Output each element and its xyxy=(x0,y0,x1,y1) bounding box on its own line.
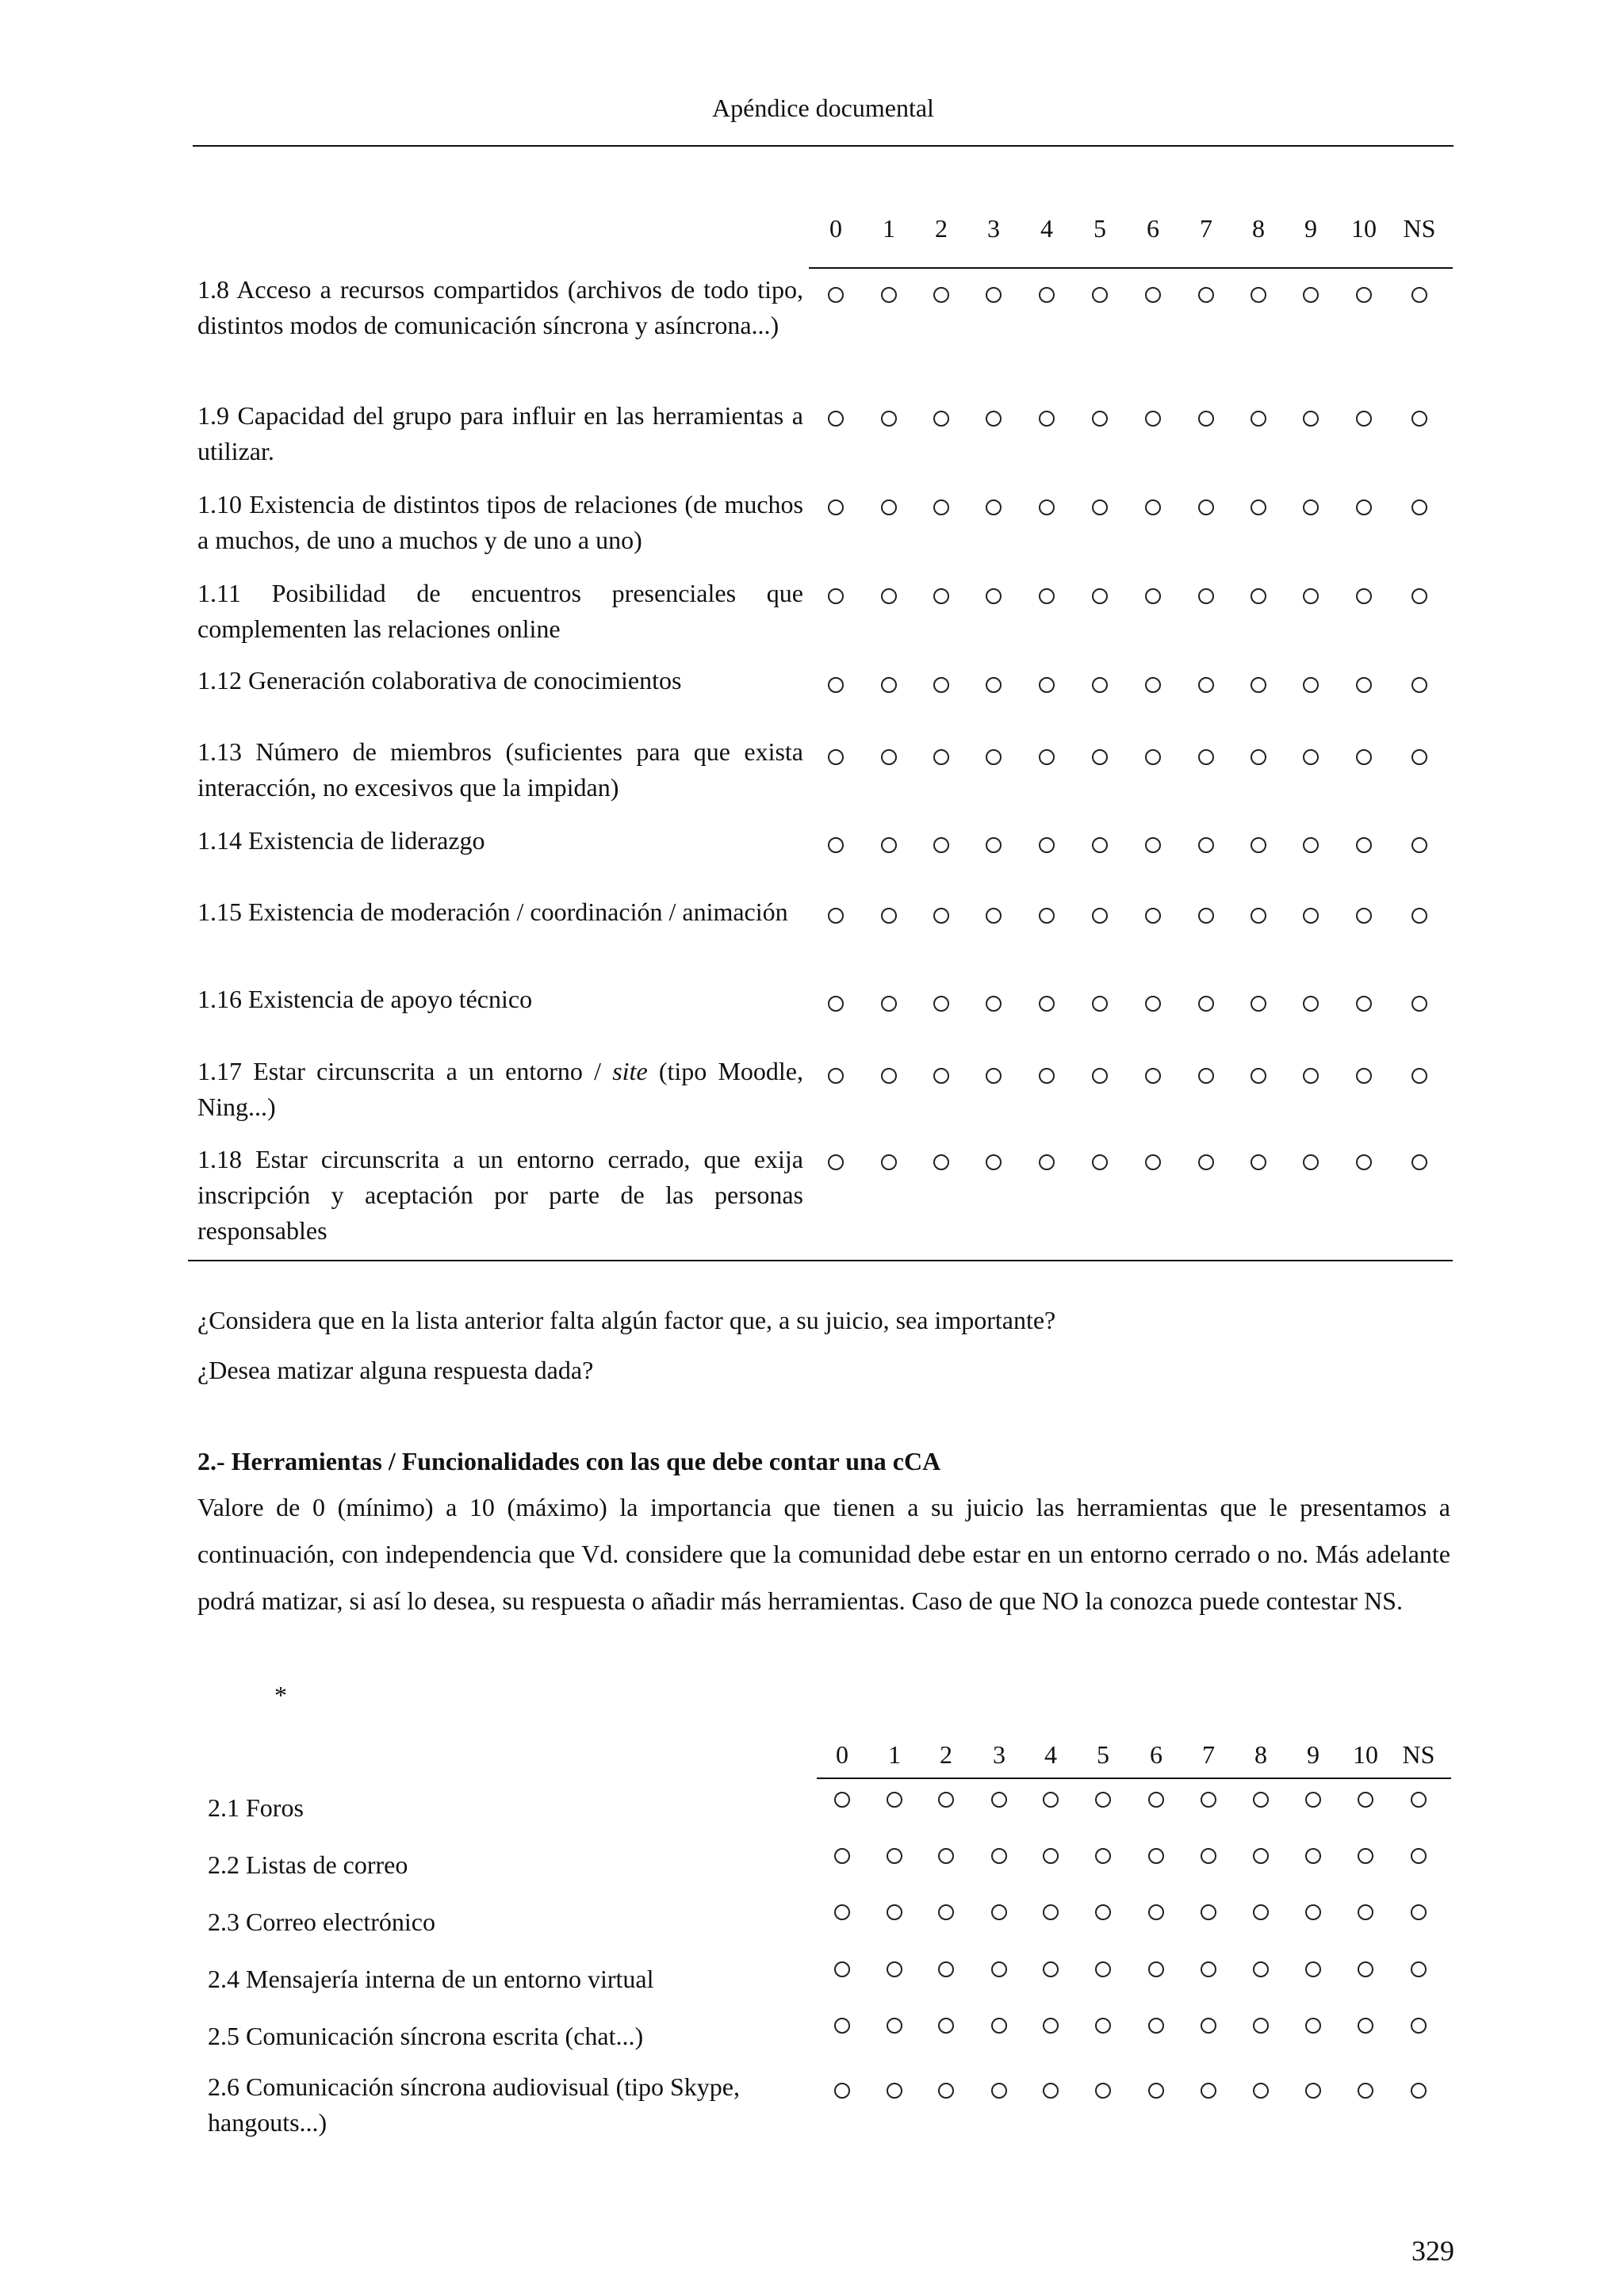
table1-row-label xyxy=(197,982,803,1017)
rating-radio[interactable] xyxy=(933,837,949,853)
rating-radio[interactable] xyxy=(1411,908,1427,924)
rating-radio[interactable] xyxy=(1148,1848,1164,1864)
table2-scale-label: 0 xyxy=(836,1740,848,1769)
rating-radio[interactable] xyxy=(1039,1068,1055,1084)
rating-radio[interactable] xyxy=(1411,1904,1427,1920)
rating-radio[interactable] xyxy=(1201,1792,1216,1808)
rating-radio[interactable] xyxy=(1145,837,1161,853)
rating-radio[interactable] xyxy=(1411,677,1427,693)
table2-scale-label: 6 xyxy=(1150,1740,1162,1769)
label-fragment: 1.12 Generación colaborativa de conocimientos xyxy=(197,666,682,695)
rating-radio[interactable] xyxy=(1251,411,1266,427)
rating-radio[interactable] xyxy=(1092,908,1108,924)
rating-radio[interactable] xyxy=(834,1961,850,1977)
rating-radio[interactable] xyxy=(1356,908,1372,924)
rating-radio[interactable] xyxy=(887,1792,902,1808)
table1-row-label xyxy=(197,1054,803,1125)
rating-radio[interactable] xyxy=(1198,837,1214,853)
rating-radio[interactable] xyxy=(1092,677,1108,693)
rating-radio[interactable] xyxy=(1039,749,1055,765)
rating-radio[interactable] xyxy=(887,2018,902,2034)
table2-scale-label: 4 xyxy=(1044,1740,1057,1769)
rating-radio[interactable] xyxy=(1411,588,1427,604)
rating-radio[interactable] xyxy=(1303,411,1319,427)
rating-radio[interactable] xyxy=(1411,1154,1427,1170)
rating-radio[interactable] xyxy=(1092,588,1108,604)
rating-radio[interactable] xyxy=(834,2018,850,2034)
table1-row xyxy=(197,894,803,930)
rating-radio[interactable] xyxy=(1253,1792,1269,1808)
rating-radio[interactable] xyxy=(1251,677,1266,693)
rating-radio[interactable] xyxy=(881,1068,897,1084)
rating-radio[interactable] xyxy=(986,588,1002,604)
rating-radio[interactable] xyxy=(1145,411,1161,427)
rating-radio[interactable] xyxy=(1411,2018,1427,2034)
rating-radio[interactable] xyxy=(1253,1904,1269,1920)
rating-radio[interactable] xyxy=(1253,2083,1269,2099)
table1-row-label xyxy=(197,487,803,558)
rating-radio[interactable] xyxy=(933,1068,949,1084)
table2-scale-label: 7 xyxy=(1202,1740,1215,1769)
table2-scale-label: 8 xyxy=(1254,1740,1267,1769)
rating-radio[interactable] xyxy=(1411,837,1427,853)
label-fragment: 1.14 Existencia de liderazgo xyxy=(197,826,485,855)
table2-scale-label: 2 xyxy=(940,1740,952,1769)
rating-radio[interactable] xyxy=(1303,499,1319,515)
rating-radio[interactable] xyxy=(1039,908,1055,924)
rating-radio[interactable] xyxy=(1148,1904,1164,1920)
rating-radio[interactable] xyxy=(938,1792,954,1808)
rating-radio[interactable] xyxy=(1411,1792,1427,1808)
rating-radio[interactable] xyxy=(1305,1904,1321,1920)
rating-radio[interactable] xyxy=(1095,1961,1111,1977)
table1-scale-label: 2 xyxy=(935,214,948,243)
rating-radio[interactable] xyxy=(828,1068,844,1084)
rating-radio[interactable] xyxy=(828,908,844,924)
label-fragment: 1.16 Existencia de apoyo técnico xyxy=(197,985,533,1013)
table2-scale-label: 3 xyxy=(993,1740,1005,1769)
label-fragment: 1.11 Posibilidad de encuentros presenciales que complementen las relaciones online xyxy=(197,579,803,643)
rating-radio[interactable] xyxy=(938,2083,954,2099)
rating-radio[interactable] xyxy=(1198,677,1214,693)
rating-radio[interactable] xyxy=(1251,1068,1266,1084)
rating-radio[interactable] xyxy=(1145,677,1161,693)
table1-scale-label: 10 xyxy=(1351,214,1377,243)
rating-radio[interactable] xyxy=(1358,1792,1373,1808)
rating-radio[interactable] xyxy=(986,749,1002,765)
rating-radio[interactable] xyxy=(1201,1961,1216,1977)
rating-radio[interactable] xyxy=(1043,1792,1059,1808)
rating-radio[interactable] xyxy=(828,411,844,427)
rating-radio[interactable] xyxy=(1253,1848,1269,1864)
rating-radio[interactable] xyxy=(933,499,949,515)
table1-row xyxy=(197,663,803,698)
table1-row-label xyxy=(197,823,803,859)
rating-radio[interactable] xyxy=(986,996,1002,1012)
label-fragment: 1.17 Estar circunscrita a un entorno / xyxy=(197,1057,613,1085)
rating-radio[interactable] xyxy=(991,1961,1007,1977)
table1-row xyxy=(197,487,803,558)
table1-header-rule xyxy=(809,267,1453,269)
page-number: 329 xyxy=(1411,2235,1454,2267)
rating-radio[interactable] xyxy=(828,996,844,1012)
rating-radio[interactable] xyxy=(1198,996,1214,1012)
rating-radio[interactable] xyxy=(1095,1792,1111,1808)
table2-row-label: 2.4 Mensajería interna de un entorno virtual xyxy=(208,1965,654,1993)
label-fragment: (tipo Moodle, Ning...) xyxy=(197,1057,804,1121)
rating-radio[interactable] xyxy=(1356,411,1372,427)
rating-radio[interactable] xyxy=(1039,287,1055,303)
rating-radio[interactable] xyxy=(1305,1792,1321,1808)
rating-radio[interactable] xyxy=(1198,1068,1214,1084)
table1-row xyxy=(197,734,803,806)
rating-radio[interactable] xyxy=(887,1961,902,1977)
page-header: Apéndice documental xyxy=(712,94,934,122)
rating-radio[interactable] xyxy=(881,749,897,765)
rating-radio[interactable] xyxy=(1305,1961,1321,1977)
rating-radio[interactable] xyxy=(1411,2083,1427,2099)
rating-radio[interactable] xyxy=(1198,411,1214,427)
rating-radio[interactable] xyxy=(881,287,897,303)
rating-radio[interactable] xyxy=(1251,499,1266,515)
rating-radio[interactable] xyxy=(1145,996,1161,1012)
question-refine-answer: ¿Desea matizar alguna respuesta dada? xyxy=(197,1356,594,1384)
rating-radio[interactable] xyxy=(991,1848,1007,1864)
rating-radio[interactable] xyxy=(1095,2083,1111,2099)
rating-radio[interactable] xyxy=(1148,2083,1164,2099)
rating-radio[interactable] xyxy=(938,2018,954,2034)
rating-radio[interactable] xyxy=(933,749,949,765)
rating-radio[interactable] xyxy=(887,1904,902,1920)
rating-radio[interactable] xyxy=(1043,2083,1059,2099)
rating-radio[interactable] xyxy=(1092,411,1108,427)
rating-radio[interactable] xyxy=(1303,996,1319,1012)
rating-radio[interactable] xyxy=(1356,588,1372,604)
rating-radio[interactable] xyxy=(1411,1068,1427,1084)
rating-radio[interactable] xyxy=(1198,499,1214,515)
rating-radio[interactable] xyxy=(933,1154,949,1170)
rating-radio[interactable] xyxy=(1039,499,1055,515)
rating-radio[interactable] xyxy=(986,1154,1002,1170)
table1-scale-label: 3 xyxy=(987,214,1000,243)
rating-radio[interactable] xyxy=(1201,2083,1216,2099)
label-fragment: 1.9 Capacidad del grupo para influir en las herramientas a utilizar. xyxy=(197,401,803,465)
rating-radio[interactable] xyxy=(1198,749,1214,765)
rating-radio[interactable] xyxy=(1411,996,1427,1012)
rating-radio[interactable] xyxy=(1095,1904,1111,1920)
rating-radio[interactable] xyxy=(1253,2018,1269,2034)
rating-radio[interactable] xyxy=(1303,1068,1319,1084)
rating-radio[interactable] xyxy=(1356,1068,1372,1084)
table1-scale-label: 4 xyxy=(1040,214,1053,243)
rating-radio[interactable] xyxy=(1039,411,1055,427)
label-fragment: 1.10 Existencia de distintos tipos de relaciones (de muchos a muchos, de uno a muchos y de uno a uno) xyxy=(197,490,803,554)
table2-row-label: 2.2 Listas de correo xyxy=(208,1850,408,1879)
question-missing-factor: ¿Considera que en la lista anterior falta algún factor que, a su juicio, sea importante? xyxy=(197,1306,1056,1334)
table1-bottom-rule xyxy=(188,1260,1453,1261)
rating-radio[interactable] xyxy=(1303,1154,1319,1170)
rating-radio[interactable] xyxy=(828,1154,844,1170)
section2-title: 2.- Herramientas / Funcionalidades con las que debe contar una cCA xyxy=(197,1447,941,1475)
table1-row-label xyxy=(197,272,803,343)
table2-row xyxy=(208,1904,810,1940)
rating-radio[interactable] xyxy=(1253,1961,1269,1977)
rating-radio[interactable] xyxy=(1145,908,1161,924)
rating-radio[interactable] xyxy=(1251,287,1266,303)
table1-scale-label: 6 xyxy=(1147,214,1159,243)
rating-radio[interactable] xyxy=(1148,1961,1164,1977)
rating-radio[interactable] xyxy=(1145,1154,1161,1170)
rating-radio[interactable] xyxy=(1251,837,1266,853)
rating-radio[interactable] xyxy=(1411,411,1427,427)
rating-radio[interactable] xyxy=(1303,588,1319,604)
table2-row xyxy=(208,1847,810,1883)
rating-radio[interactable] xyxy=(1145,749,1161,765)
rating-radio[interactable] xyxy=(1356,996,1372,1012)
rating-radio[interactable] xyxy=(834,1848,850,1864)
rating-radio[interactable] xyxy=(1201,1848,1216,1864)
table2-header-rule xyxy=(817,1777,1451,1779)
rating-radio[interactable] xyxy=(828,499,844,515)
rating-radio[interactable] xyxy=(1145,1068,1161,1084)
rating-radio[interactable] xyxy=(1303,837,1319,853)
rating-radio[interactable] xyxy=(1198,287,1214,303)
table2-row-label: 2.6 Comunicación síncrona audiovisual (tipo Skype, hangouts...) xyxy=(208,2072,740,2137)
label-fragment: 1.15 Existencia de moderación / coordinación / animación xyxy=(197,897,788,926)
rating-radio[interactable] xyxy=(834,2083,850,2099)
rating-radio[interactable] xyxy=(938,1848,954,1864)
label-fragment: site xyxy=(612,1057,648,1085)
rating-radio[interactable] xyxy=(1095,1848,1111,1864)
rating-radio[interactable] xyxy=(1092,837,1108,853)
rating-radio[interactable] xyxy=(1358,1848,1373,1864)
table1-row xyxy=(197,823,803,859)
rating-radio[interactable] xyxy=(991,1792,1007,1808)
table2-row xyxy=(208,1961,810,1997)
table1-scale-label: 5 xyxy=(1094,214,1106,243)
rating-radio[interactable] xyxy=(1303,677,1319,693)
rating-radio[interactable] xyxy=(1251,996,1266,1012)
rating-radio[interactable] xyxy=(1145,287,1161,303)
rating-radio[interactable] xyxy=(887,1848,902,1864)
label-fragment: 1.13 Número de miembros (suficientes para que exista interacción, no excesivos que la impidan) xyxy=(197,737,803,802)
rating-radio[interactable] xyxy=(986,287,1002,303)
rating-radio[interactable] xyxy=(933,908,949,924)
table2-row-label: 2.5 Comunicación síncrona escrita (chat...) xyxy=(208,2022,644,2050)
rating-radio[interactable] xyxy=(986,499,1002,515)
rating-radio[interactable] xyxy=(1201,1904,1216,1920)
rating-radio[interactable] xyxy=(1092,749,1108,765)
rating-radio[interactable] xyxy=(1092,499,1108,515)
table1-row-label xyxy=(197,734,803,806)
rating-radio[interactable] xyxy=(881,411,897,427)
rating-radio[interactable] xyxy=(881,1154,897,1170)
rating-radio[interactable] xyxy=(1251,749,1266,765)
table1-row-label xyxy=(197,398,803,469)
rating-radio[interactable] xyxy=(1303,287,1319,303)
rating-radio[interactable] xyxy=(1145,499,1161,515)
rating-radio[interactable] xyxy=(1039,588,1055,604)
rating-radio[interactable] xyxy=(991,2018,1007,2034)
table2-scale-label: NS xyxy=(1402,1740,1435,1769)
rating-radio[interactable] xyxy=(1043,1904,1059,1920)
table2-row xyxy=(208,2069,810,2141)
rating-radio[interactable] xyxy=(933,996,949,1012)
rating-radio[interactable] xyxy=(1039,837,1055,853)
asterisk-note: * xyxy=(274,1681,287,1709)
table1-row xyxy=(197,398,803,469)
rating-radio[interactable] xyxy=(1039,677,1055,693)
rating-radio[interactable] xyxy=(986,677,1002,693)
rating-radio[interactable] xyxy=(1251,1154,1266,1170)
table1-row xyxy=(197,272,803,343)
rating-radio[interactable] xyxy=(1251,588,1266,604)
rating-radio[interactable] xyxy=(986,411,1002,427)
rating-radio[interactable] xyxy=(1411,287,1427,303)
rating-radio[interactable] xyxy=(986,837,1002,853)
rating-radio[interactable] xyxy=(828,287,844,303)
rating-radio[interactable] xyxy=(881,677,897,693)
rating-radio[interactable] xyxy=(1039,996,1055,1012)
rating-radio[interactable] xyxy=(1305,1848,1321,1864)
table1-scale-label: NS xyxy=(1403,214,1436,243)
table1-row xyxy=(197,576,803,647)
table2-scale-label: 9 xyxy=(1307,1740,1320,1769)
rating-radio[interactable] xyxy=(1358,2083,1373,2099)
rating-radio[interactable] xyxy=(1095,2018,1111,2034)
rating-radio[interactable] xyxy=(1411,499,1427,515)
rating-radio[interactable] xyxy=(1198,908,1214,924)
rating-radio[interactable] xyxy=(1356,1154,1372,1170)
rating-radio[interactable] xyxy=(887,2083,902,2099)
table2-row-label: 2.3 Correo electrónico xyxy=(208,1908,435,1936)
table1-row-label xyxy=(197,1142,803,1249)
rating-radio[interactable] xyxy=(1411,1961,1427,1977)
rating-radio[interactable] xyxy=(1148,2018,1164,2034)
rating-radio[interactable] xyxy=(1305,2083,1321,2099)
rating-radio[interactable] xyxy=(938,1904,954,1920)
rating-radio[interactable] xyxy=(834,1792,850,1808)
header-rule xyxy=(193,145,1454,147)
rating-radio[interactable] xyxy=(1251,908,1266,924)
rating-radio[interactable] xyxy=(1358,1904,1373,1920)
table1-scale-label: 0 xyxy=(829,214,842,243)
rating-radio[interactable] xyxy=(933,411,949,427)
rating-radio[interactable] xyxy=(1411,749,1427,765)
rating-radio[interactable] xyxy=(933,287,949,303)
table2-scale-label: 5 xyxy=(1097,1740,1109,1769)
rating-radio[interactable] xyxy=(1358,1961,1373,1977)
rating-radio[interactable] xyxy=(828,677,844,693)
table2-row xyxy=(208,2019,810,2054)
rating-radio[interactable] xyxy=(828,588,844,604)
table1-row xyxy=(197,982,803,1017)
label-fragment: 1.18 Estar circunscrita a un entorno cerrado, que exija inscripción y aceptación por parte de las personas responsables xyxy=(197,1145,803,1245)
table2-scale-label: 10 xyxy=(1353,1740,1378,1769)
rating-radio[interactable] xyxy=(1303,749,1319,765)
rating-radio[interactable] xyxy=(1043,1961,1059,1977)
rating-radio[interactable] xyxy=(1148,1792,1164,1808)
rating-radio[interactable] xyxy=(1356,677,1372,693)
table2-scale-label: 1 xyxy=(888,1740,901,1769)
rating-radio[interactable] xyxy=(991,1904,1007,1920)
rating-radio[interactable] xyxy=(1145,588,1161,604)
table1-scale-label: 7 xyxy=(1200,214,1212,243)
rating-radio[interactable] xyxy=(1092,1068,1108,1084)
section2-description: Valore de 0 (mínimo) a 10 (máximo) la importancia que tienen a su juicio las herramientas que le presentamos a continuación, con independencia que Vd. considere que la comunidad debe estar en un entorno cerrado o no. Más adelante podrá matizar, si así lo desea, su respuesta o añadir más herramientas. Caso de que NO la conozca puede contestar NS. xyxy=(197,1493,1450,1615)
rating-radio[interactable] xyxy=(881,996,897,1012)
table2-row xyxy=(208,1790,810,1826)
rating-radio[interactable] xyxy=(933,588,949,604)
rating-radio[interactable] xyxy=(1092,287,1108,303)
rating-radio[interactable] xyxy=(828,837,844,853)
table1-row xyxy=(197,1142,803,1249)
rating-radio[interactable] xyxy=(1198,588,1214,604)
label-fragment: 1.8 Acceso a recursos compartidos (archivos de todo tipo, distintos modos de comunicación síncrona y asíncrona...) xyxy=(197,275,803,339)
rating-radio[interactable] xyxy=(1356,749,1372,765)
table1-scale-label: 9 xyxy=(1304,214,1317,243)
rating-radio[interactable] xyxy=(1092,1154,1108,1170)
rating-radio[interactable] xyxy=(1303,908,1319,924)
rating-radio[interactable] xyxy=(881,499,897,515)
table1-row-label xyxy=(197,576,803,647)
rating-radio[interactable] xyxy=(986,908,1002,924)
rating-radio[interactable] xyxy=(881,588,897,604)
table1-scale-label: 8 xyxy=(1252,214,1265,243)
rating-radio[interactable] xyxy=(1043,1848,1059,1864)
rating-radio[interactable] xyxy=(1092,996,1108,1012)
table1-row-label xyxy=(197,894,803,930)
rating-radio[interactable] xyxy=(1411,1848,1427,1864)
rating-radio[interactable] xyxy=(1305,2018,1321,2034)
rating-radio[interactable] xyxy=(1356,287,1372,303)
rating-radio[interactable] xyxy=(881,837,897,853)
table2-row-label: 2.1 Foros xyxy=(208,1793,304,1822)
rating-radio[interactable] xyxy=(1356,837,1372,853)
rating-radio[interactable] xyxy=(991,2083,1007,2099)
table1-row xyxy=(197,1054,803,1125)
rating-radio[interactable] xyxy=(1198,1154,1214,1170)
table1-scale-label: 1 xyxy=(883,214,895,243)
rating-radio[interactable] xyxy=(1356,499,1372,515)
rating-radio[interactable] xyxy=(834,1904,850,1920)
rating-radio[interactable] xyxy=(881,908,897,924)
rating-radio[interactable] xyxy=(1039,1154,1055,1170)
rating-radio[interactable] xyxy=(986,1068,1002,1084)
table1-row-label xyxy=(197,663,803,698)
rating-radio[interactable] xyxy=(933,677,949,693)
rating-radio[interactable] xyxy=(828,749,844,765)
rating-radio[interactable] xyxy=(938,1961,954,1977)
rating-radio[interactable] xyxy=(1201,2018,1216,2034)
rating-radio[interactable] xyxy=(1358,2018,1373,2034)
rating-radio[interactable] xyxy=(1043,2018,1059,2034)
